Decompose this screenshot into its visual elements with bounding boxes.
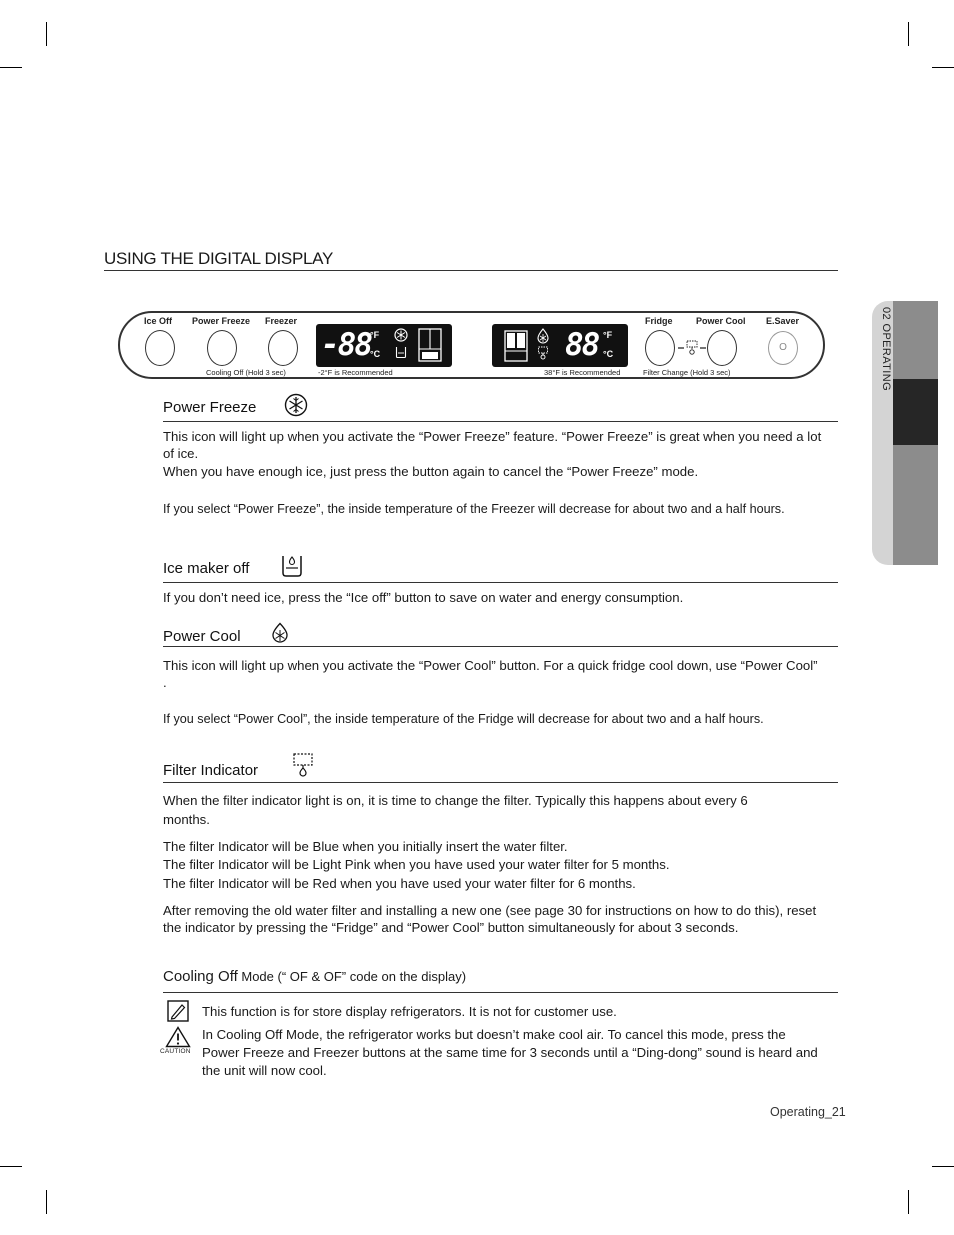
crop-mark	[0, 1166, 22, 1167]
ice-maker-off-heading: Ice maker off	[163, 560, 250, 577]
filter-reset-instructions: After removing the old water filter and installing a new one (see page 30 for instructions on how to do this), reset the indicator by pressing the “Fridge” and “Power Cool” button simultaneously for about 3 seconds.	[163, 903, 817, 935]
power-freeze-label: Power Freeze	[192, 316, 251, 326]
e-saver-label: E.Saver	[766, 316, 800, 326]
power-freeze-cancel-note: When you have enough ice, just press the button again to cancel the “Power Freeze” mode.	[163, 464, 699, 479]
section-divider	[104, 270, 838, 271]
crop-mark	[46, 1190, 47, 1214]
chapter-tab-label: 02 OPERATING	[880, 307, 892, 392]
fridge-recommended-note: 38°F is Recommended	[544, 368, 621, 377]
caution-text: In Cooling Off Mode, the refrigerator works but doesn’t make cool air. To cancel this mode, press the Power Freeze and Freezer buttons at the same time for 3 seconds until a “Ding-dong” sound is heard and the unit will now cool.	[202, 1027, 818, 1078]
crop-mark	[0, 67, 22, 68]
filter-reset-link-icon	[677, 340, 707, 356]
filter-change-hold-label: Filter Change (Hold 3 sec)	[643, 368, 731, 377]
cooling-off-heading-main: Cooling Off	[163, 968, 238, 985]
freezer-unit-f: °F	[370, 330, 380, 340]
crop-mark	[46, 22, 47, 46]
crop-mark	[908, 1190, 909, 1214]
filter-indicator-divider	[163, 782, 838, 783]
fridge-door-icon	[504, 330, 528, 362]
power-cool-heading: Power Cool	[163, 628, 241, 645]
cooling-off-heading	[163, 968, 466, 985]
note-text: This function is for store display refrigerators. It is not for customer use.	[202, 1004, 617, 1019]
ice-off-label: Ice Off	[144, 316, 173, 326]
freezer-door-icon	[418, 328, 442, 362]
filter-change-timing: When the filter indicator light is on, it is time to change the filter. Typically this happens about every 6 months.	[163, 793, 748, 827]
chapter-tab-active-marker	[893, 379, 938, 445]
caution-icon	[165, 1026, 191, 1048]
ice-maker-off-description: If you don’t need ice, press the “Ice off” button to save on water and energy consumption.	[163, 590, 684, 605]
filter-indicator-icon	[291, 752, 315, 778]
note-icon	[167, 1000, 189, 1022]
fridge-unit-c: °C	[603, 349, 614, 359]
power-cool-indicator-icon	[536, 328, 550, 344]
fridge-label: Fridge	[645, 316, 673, 326]
fridge-temperature-digits: 88	[565, 327, 599, 363]
power-cool-duration-note: If you select “Power Cool”, the inside temperature of the Fridge will decrease for about two and a half hours.	[163, 712, 764, 726]
page-number: Operating_21	[770, 1105, 846, 1119]
power-cool-button[interactable]	[707, 330, 737, 366]
freezer-temperature-digits: -88	[321, 327, 371, 363]
power-freeze-duration-note: If you select “Power Freeze”, the inside temperature of the Freezer will decrease for about two and a half hours.	[163, 502, 785, 516]
ice-maker-off-icon	[281, 552, 303, 578]
freezer-recommended-note: -2°F is Recommended	[318, 368, 393, 377]
ice-maker-off-divider	[163, 582, 838, 583]
freezer-button[interactable]	[268, 330, 298, 366]
power-cool-icon	[270, 622, 290, 644]
fridge-button[interactable]	[645, 330, 675, 366]
power-cool-description: This icon will light up when you activate the “Power Cool” button. For a quick fridge cool down, use “Power Cool” .	[163, 658, 818, 690]
fridge-unit-f: °F	[603, 330, 613, 340]
power-freeze-indicator-icon	[394, 328, 408, 342]
ice-maker-off-indicator-icon	[395, 345, 407, 359]
power-cool-label: Power Cool	[696, 316, 746, 326]
power-freeze-divider	[163, 421, 838, 422]
power-freeze-description: This icon will light up when you activate the “Power Freeze” feature. “Power Freeze” is great when you need a lot of ice.	[163, 429, 822, 461]
cooling-off-divider	[163, 992, 838, 993]
power-freeze-heading: Power Freeze	[163, 399, 257, 416]
filter-blue-state: The filter Indicator will be Blue when you initially insert the water filter.	[163, 839, 568, 854]
section-title: USING THE DIGITAL DISPLAY	[104, 249, 333, 268]
caution-label: CAUTION	[160, 1048, 191, 1055]
crop-mark	[932, 67, 954, 68]
filter-indicator-heading: Filter Indicator	[163, 762, 259, 779]
power-cool-divider	[163, 646, 838, 647]
filter-indicator-icon	[537, 346, 549, 360]
cooling-off-heading-suffix: Mode (“ OF & OF” code on the display)	[237, 969, 467, 984]
freezer-label: Freezer	[265, 316, 298, 326]
filter-light-pink-state: The filter Indicator will be Light Pink when you have used your water filter for 5 months.	[163, 857, 670, 872]
power-freeze-icon	[284, 393, 308, 417]
crop-mark	[908, 22, 909, 46]
crop-mark	[932, 1166, 954, 1167]
cooling-off-hold-label: Cooling Off (Hold 3 sec)	[206, 368, 286, 377]
freezer-unit-c: °C	[370, 349, 381, 359]
e-saver-button[interactable]: O	[768, 331, 798, 365]
ice-off-button[interactable]	[145, 330, 175, 366]
power-freeze-button[interactable]	[207, 330, 237, 366]
filter-red-state: The filter Indicator will be Red when you have used your water filter for 6 months.	[163, 876, 636, 891]
